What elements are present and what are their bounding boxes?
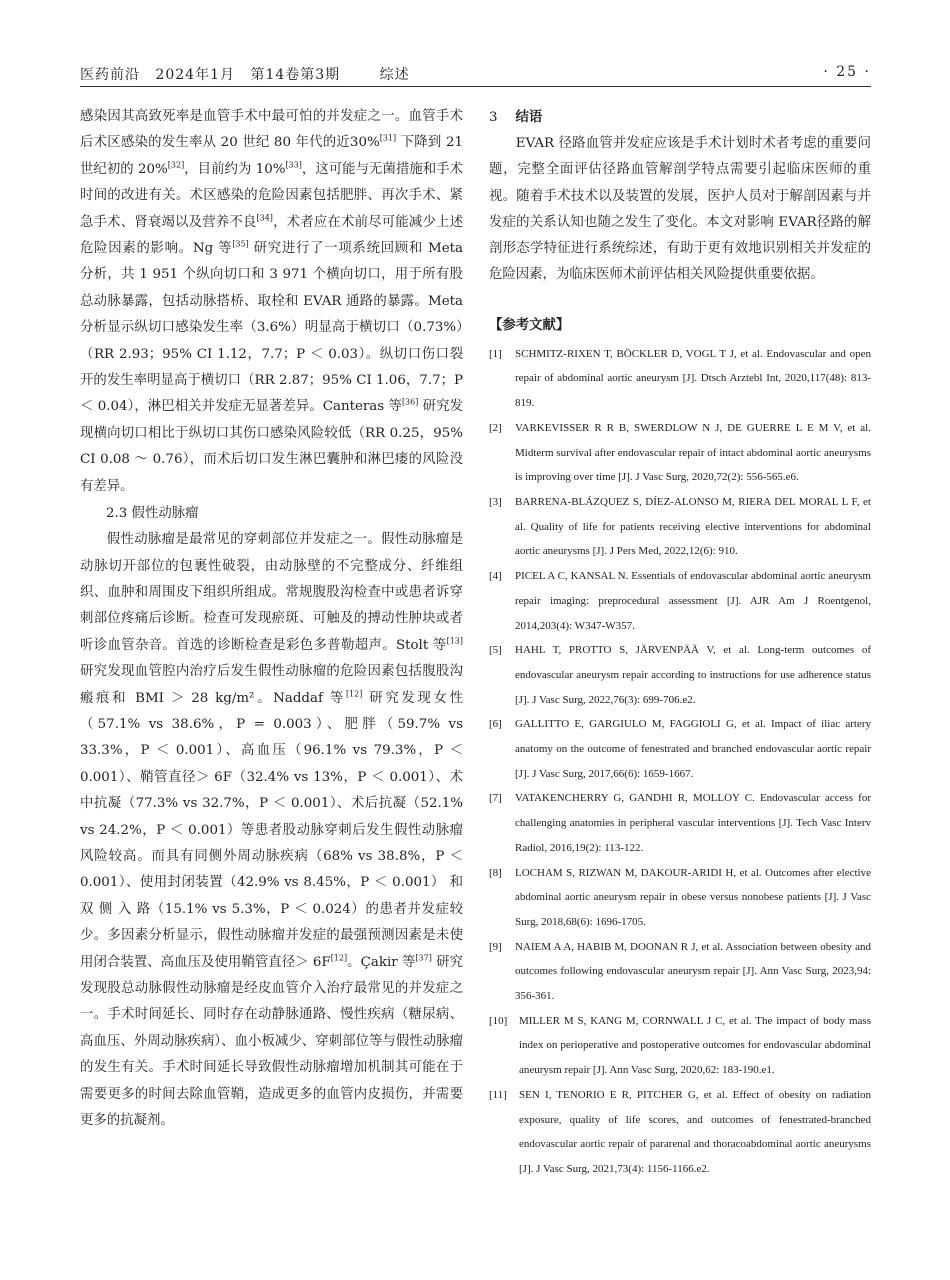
citation-12b[interactable]: [12]: [330, 953, 348, 963]
references-heading: 【参考文献】: [489, 316, 570, 333]
left-column: [80, 104, 463, 1134]
reference-item: [489, 1083, 871, 1182]
reference-number: [4]: [489, 570, 502, 583]
running-header: [80, 62, 871, 87]
citation-36[interactable]: [36]: [401, 398, 419, 407]
conclusion-paragraph: EVAR 径路血管并发症应该是手术计划时术者考虑的重要问题，完整全面评估径路血管解剖学特点需要引起临床医师的重视。随着手术技术以及装置的发展，医护人员对于解剖因素与并发症的关系认知也随之发生了变化。本文对影响 EVAR径路的解剖形态学特征进行系统综述，有助于更有效地识别相关并发症的危险因素，为临床医师术前评估相关风险提供重要依据。: [489, 136, 871, 283]
reference-item: [489, 861, 871, 935]
reference-number: [3]: [489, 496, 502, 508]
journal-name: 医药前沿: [80, 67, 140, 83]
right-column: [489, 104, 871, 1182]
section-label: 综述: [379, 67, 410, 83]
citation-35[interactable]: [35]: [232, 239, 249, 249]
reference-list: [489, 342, 871, 1182]
reference-text: PICEL A C, KANSAL N. Essentials of endovascular abdominal aortic aneurysm repair imaging: preprocedural assessment [J]. AJR Am J Roentgenol, 2014,203(4): W347-W357.: [515, 570, 871, 632]
reference-item: [489, 935, 871, 1009]
reference-item: [489, 490, 871, 564]
citation-31[interactable]: [31]: [379, 133, 397, 143]
citation-33[interactable]: [33]: [285, 160, 302, 170]
reference-text: SCHMITZ-RIXEN T, BÖCKLER D, VOGL T J, et al. Endovascular and open repair of abdominal aortic aneurysm [J]. Dtsch Arztebl Int, 2020,117(48): 813-819.: [515, 347, 871, 410]
reference-number: [2]: [489, 421, 502, 434]
reference-text: MILLER M S, KANG M, CORNWALL J C, et al. The impact of body mass index on perioperative and postoperative outcomes for endovascular abdominal aneurysm repair [J]. Ann Vasc Surg, 2020,62: 183-190.e1.: [519, 1014, 871, 1077]
reference-number: [7]: [489, 792, 502, 805]
reference-number: [11]: [489, 1088, 507, 1101]
conclusion-heading: [489, 104, 871, 131]
conclusion-title: 结语: [515, 109, 543, 125]
reference-text: BARRENA-BLÁZQUEZ S, DÍEZ-ALONSO M, RIERA DEL MORAL L F, et al. Quality of life for patients receiving elective interventions for abdominal aortic aneurysms [J]. J Pers Med, 2022,12(6): 910.: [515, 496, 871, 558]
header-left: [80, 64, 420, 84]
infection-paragraph: 感染因其高致死率是血管手术中最可怕的并发症之一。血管手术后术区感染的发生率从 20 世纪 80 年代的近30%[31] 下降到 21 世纪初的 20%[32]，目前约为 10%[33]，这可能与无菌措施和手术时间的改进有关。术区感染的危险因素包括肥胖、再次手术、紧急手术、肾衰竭以及营养不良[34]，术者应在术前尽可能减少上述危险因素的影响。Ng 等[35] 研究进行了一项系统回顾和 Meta 分析，共 1 951 个纵向切口和 3 971 个横向切口，用于所有股总动脉暴露，包括动脉搭桥、取栓和 EVAR 通路的暴露。Meta 分析显示纵切口感染发生率（3.6%）明显高于横切口（0.73%）（RR 2.93；95% CI 1.12，7.7；P ＜ 0.03）。纵切口伤口裂开的发生率明显高于横切口（RR 2.87；95% CI 1.06，7.7；P ＜ 0.04），淋巴相关并发症无显著差异。Canteras 等[36] 研究发现横向切口相比于纵切口其伤口感染风险较低（RR 0.25，95% CI 0.08 ～ 0.76），而术后切口发生淋巴囊肿和淋巴瘘的风险没有差异。: [80, 109, 464, 494]
pseudoaneurysm-paragraph: 假性动脉瘤是最常见的穿刺部位并发症之一。假性动脉瘤是动脉切开部位的包裹性破裂，由动脉壁的不完整成分、纤维组织、血肿和周围皮下组织所组成。常规腹股沟检查中或患者诉穿刺部位疼痛后诊断。检查可发现瘀斑、可触及的搏动性肿块或者听诊血管杂音。首选的诊断检查是彩色多普勒超声。Stolt 等[13] 研究发现血管腔内治疗后发生假性动脉瘤的危险因素包括腹股沟瘢痕和 BMI ＞ 28 kg/m²。Naddaf 等[12] 研究发现女性（57.1% vs 38.6%，P = 0.003）、肥胖（59.7% vs 33.3%，P ＜ 0.001）、高血压（96.1% vs 79.3%，P ＜ 0.001）、鞘管直径＞ 6F（32.4% vs 13%，P ＜ 0.001）、术中抗凝（77.3% vs 32.7%，P ＜ 0.001）、术后抗凝（52.1% vs 24.2%，P ＜ 0.001）等患者股动脉穿刺后发生假性动脉瘤风险较高。而具有同侧外周动脉疾病（68% vs 38.8%，P ＜ 0.001）、使用封闭装置（42.9% vs 8.45%，P ＜ 0.001） 和 双 侧 入 路（15.1% vs 5.3%，P ＜ 0.024）的患者并发症较少。多因素分析显示，假性动脉瘤并发症的最强预测因素是未使用闭合装置、高血压及使用鞘管直径＞ 6F[12]。Çakir 等[37] 研究发现股总动脉假性动脉瘤是经皮血管介入治疗最常见的并发症之一。手术时间延长、同时存在动静脉通路、慢性疾病（糖尿病、高血压、外周动脉疾病）、血小板减少、穿刺部位等与假性动脉瘤的发生有关。手术时间延长导致假性动脉瘤增加机制其可能在于需要更多的时间去除血管鞘，造成更多的血管内皮损伤，并需要更多的抗凝剂。: [80, 532, 463, 1129]
reference-item: [489, 786, 871, 860]
reference-text: SEN I, TENORIO E R, PITCHER G, et al. Effect of obesity on radiation exposure, quality of life scores, and outcomes of fenestrated-branched endovascular aortic repair of pararenal and thoracoabdominal aortic aneurysms [J]. J Vasc Surg, 2021,73(4): 1156-1166.e2.: [519, 1088, 871, 1175]
section-heading-pseudoaneurysm: 2.3 假性动脉瘤: [106, 506, 199, 522]
citation-32[interactable]: [32]: [167, 160, 185, 170]
reference-number: [1]: [489, 347, 502, 360]
citation-34[interactable]: [34]: [256, 213, 273, 223]
volume-issue: 第14卷第3期: [250, 67, 341, 83]
reference-text: VARKEVISSER R R B, SWERDLOW N J, DE GUERRE L E M V, et al. Midterm survival after endovascular repair of intact abdominal aortic aneurysms is improving over time [J]. J Vasc Surg, 2020,72(2): 556-565.e6.: [515, 421, 871, 484]
citation-13[interactable]: [13]: [446, 636, 463, 646]
reference-number: [6]: [489, 718, 502, 731]
reference-item: [489, 416, 871, 490]
citation-12[interactable]: [12]: [345, 689, 363, 699]
conclusion-number: 3: [489, 110, 498, 125]
issue-date: 2024年1月: [155, 67, 235, 83]
reference-number: [10]: [489, 1014, 508, 1027]
reference-item: [489, 638, 871, 712]
reference-item: [489, 342, 871, 416]
reference-number: [8]: [489, 866, 502, 879]
reference-text: NAIEM A A, HABIB M, DOONAN R J, et al. Association between obesity and outcomes following endovascular aneurysm repair [J]. Ann Vasc Surg, 2023,94: 356-361.: [515, 940, 871, 1003]
reference-number: [9]: [489, 940, 502, 953]
page-number: · 25 ·: [823, 64, 871, 80]
reference-text: LOCHAM S, RIZWAN M, DAKOUR-ARIDI H, et al. Outcomes after elective abdominal aortic aneurysm repair in obese versus nonobese patients [J]. J Vasc Surg, 2018,68(6): 1696-1705.: [515, 866, 871, 928]
reference-item: [489, 712, 871, 786]
reference-item: [489, 564, 871, 638]
citation-37[interactable]: [37]: [415, 953, 432, 963]
reference-text: VATAKENCHERRY G, GANDHI R, MOLLOY C. Endovascular access for challenging anatomies in peripheral vascular interventions [J]. Tech Vasc Interv Radiol, 2016,19(2): 113-122.: [515, 792, 871, 854]
reference-text: GALLITTO E, GARGIULO M, FAGGIOLI G, et al. Impact of iliac artery anatomy on the outcome of fenestrated and branched endovascular aortic repair [J]. J Vasc Surg, 2017,66(6): 1659-1667.: [515, 718, 871, 780]
reference-item: [489, 1009, 871, 1083]
reference-number: [5]: [489, 644, 502, 657]
reference-text: HAHL T, PROTTO S, JÄRVENPÄÄ V, et al. Long-term outcomes of endovascular aneurysm repair according to instructions for use adherence status [J]. J Vasc Surg, 2022,76(3): 699-706.e2.: [515, 644, 871, 706]
